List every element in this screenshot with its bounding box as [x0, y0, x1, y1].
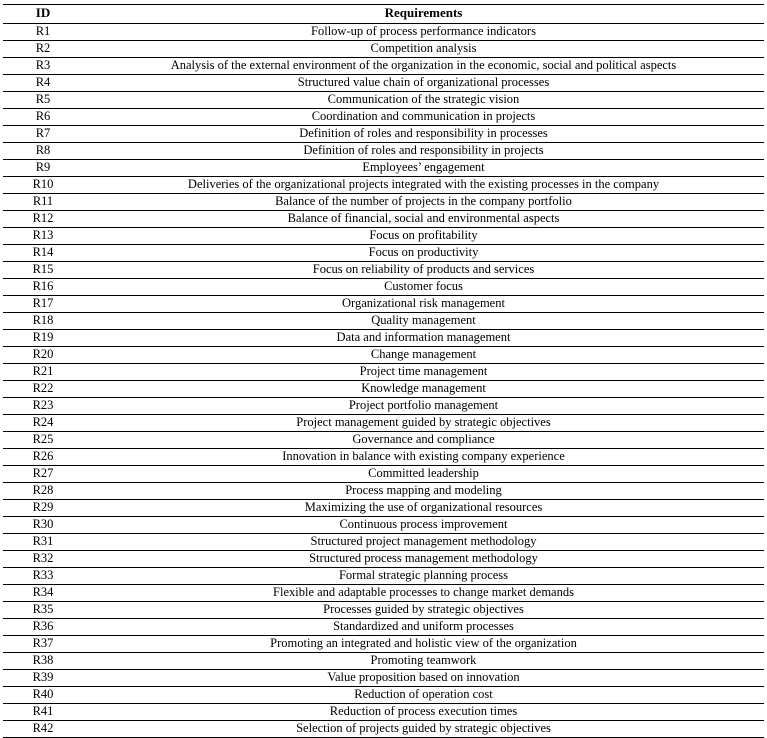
table-row [3, 295, 764, 312]
table-row [3, 346, 764, 363]
cell-id: R42 [3, 720, 83, 737]
cell-id: R2 [3, 40, 83, 57]
cell-requirement: Governance and compliance [83, 431, 764, 448]
cell-id: R23 [3, 397, 83, 414]
cell-requirement: Project portfolio management [83, 397, 764, 414]
cell-id: R28 [3, 482, 83, 499]
table-row [3, 380, 764, 397]
table-row [3, 686, 764, 703]
cell-requirement: Standardized and uniform processes [83, 618, 764, 635]
table-row [3, 108, 764, 125]
table-row [3, 74, 764, 91]
cell-id: R39 [3, 669, 83, 686]
cell-id: R4 [3, 74, 83, 91]
cell-id: R34 [3, 584, 83, 601]
table-row [3, 618, 764, 635]
table-row [3, 601, 764, 618]
cell-id: R17 [3, 295, 83, 312]
cell-id: R40 [3, 686, 83, 703]
table-row [3, 40, 764, 57]
cell-id: R21 [3, 363, 83, 380]
cell-id: R8 [3, 142, 83, 159]
table-row [3, 465, 764, 482]
cell-requirement: Definition of roles and responsibility in processes [83, 125, 764, 142]
cell-id: R13 [3, 227, 83, 244]
table-row [3, 23, 764, 40]
cell-id: R1 [3, 23, 83, 40]
cell-requirement: Value proposition based on innovation [83, 669, 764, 686]
cell-requirement: Follow-up of process performance indicators [83, 23, 764, 40]
table-row [3, 567, 764, 584]
cell-id: R12 [3, 210, 83, 227]
cell-requirement: Project time management [83, 363, 764, 380]
table-row [3, 57, 764, 74]
cell-requirement: Focus on reliability of products and services [83, 261, 764, 278]
table-row [3, 516, 764, 533]
table-row [3, 431, 764, 448]
table-row [3, 652, 764, 669]
table-row [3, 244, 764, 261]
table-row [3, 635, 764, 652]
cell-id: R7 [3, 125, 83, 142]
table-row [3, 703, 764, 720]
cell-id: R19 [3, 329, 83, 346]
table-header-row [3, 5, 764, 24]
cell-requirement: Competition analysis [83, 40, 764, 57]
table-row [3, 533, 764, 550]
cell-requirement: Organizational risk management [83, 295, 764, 312]
table-row [3, 482, 764, 499]
cell-requirement: Structured value chain of organizational processes [83, 74, 764, 91]
cell-requirement: Maximizing the use of organizational resources [83, 499, 764, 516]
cell-requirement: Process mapping and modeling [83, 482, 764, 499]
table-row [3, 363, 764, 380]
requirements-table [3, 4, 764, 738]
cell-id: R30 [3, 516, 83, 533]
cell-requirement: Formal strategic planning process [83, 567, 764, 584]
cell-id: R22 [3, 380, 83, 397]
cell-id: R37 [3, 635, 83, 652]
table-row [3, 397, 764, 414]
cell-requirement: Communication of the strategic vision [83, 91, 764, 108]
cell-requirement: Reduction of process execution times [83, 703, 764, 720]
table-row [3, 720, 764, 737]
cell-requirement: Coordination and communication in projects [83, 108, 764, 125]
cell-requirement: Flexible and adaptable processes to change market demands [83, 584, 764, 601]
cell-id: R14 [3, 244, 83, 261]
cell-requirement: Promoting teamwork [83, 652, 764, 669]
table-row [3, 210, 764, 227]
cell-requirement: Analysis of the external environment of the organization in the economic, social and political aspects [83, 57, 764, 74]
cell-requirement: Quality management [83, 312, 764, 329]
table-row [3, 261, 764, 278]
cell-id: R6 [3, 108, 83, 125]
cell-id: R10 [3, 176, 83, 193]
cell-requirement: Deliveries of the organizational projects integrated with the existing processes in the company [83, 176, 764, 193]
table-row [3, 499, 764, 516]
cell-id: R33 [3, 567, 83, 584]
cell-id: R20 [3, 346, 83, 363]
cell-requirement: Innovation in balance with existing company experience [83, 448, 764, 465]
cell-requirement: Definition of roles and responsibility in projects [83, 142, 764, 159]
cell-id: R9 [3, 159, 83, 176]
cell-requirement: Processes guided by strategic objectives [83, 601, 764, 618]
cell-id: R31 [3, 533, 83, 550]
cell-requirement: Project management guided by strategic objectives [83, 414, 764, 431]
cell-requirement: Structured process management methodology [83, 550, 764, 567]
cell-requirement: Structured project management methodology [83, 533, 764, 550]
cell-requirement: Focus on productivity [83, 244, 764, 261]
cell-id: R15 [3, 261, 83, 278]
table-row [3, 584, 764, 601]
cell-id: R38 [3, 652, 83, 669]
table-row [3, 312, 764, 329]
cell-id: R3 [3, 57, 83, 74]
cell-id: R32 [3, 550, 83, 567]
cell-id: R36 [3, 618, 83, 635]
cell-requirement: Continuous process improvement [83, 516, 764, 533]
cell-requirement: Customer focus [83, 278, 764, 295]
cell-requirement: Selection of projects guided by strategic objectives [83, 720, 764, 737]
table-row [3, 227, 764, 244]
cell-requirement: Change management [83, 346, 764, 363]
cell-requirement: Reduction of operation cost [83, 686, 764, 703]
cell-id: R41 [3, 703, 83, 720]
table-row [3, 193, 764, 210]
column-header-requirements: Requirements [83, 5, 764, 24]
cell-requirement: Balance of financial, social and environmental aspects [83, 210, 764, 227]
table-row [3, 550, 764, 567]
cell-id: R29 [3, 499, 83, 516]
table-row [3, 159, 764, 176]
cell-requirement: Committed leadership [83, 465, 764, 482]
cell-id: R18 [3, 312, 83, 329]
cell-id: R16 [3, 278, 83, 295]
cell-id: R25 [3, 431, 83, 448]
table-row [3, 414, 764, 431]
cell-requirement: Data and information management [83, 329, 764, 346]
cell-id: R35 [3, 601, 83, 618]
table-row [3, 448, 764, 465]
cell-requirement: Promoting an integrated and holistic view of the organization [83, 635, 764, 652]
cell-requirement: Focus on profitability [83, 227, 764, 244]
cell-id: R24 [3, 414, 83, 431]
cell-requirement: Balance of the number of projects in the company portfolio [83, 193, 764, 210]
table-row [3, 91, 764, 108]
table-body [3, 23, 764, 737]
table-row [3, 176, 764, 193]
table-row [3, 329, 764, 346]
cell-id: R11 [3, 193, 83, 210]
table-row [3, 142, 764, 159]
column-header-id: ID [3, 5, 83, 24]
cell-requirement: Employees’ engagement [83, 159, 764, 176]
table-header [3, 5, 764, 24]
cell-id: R27 [3, 465, 83, 482]
table-row [3, 125, 764, 142]
table-row [3, 669, 764, 686]
table-row [3, 278, 764, 295]
cell-requirement: Knowledge management [83, 380, 764, 397]
cell-id: R26 [3, 448, 83, 465]
cell-id: R5 [3, 91, 83, 108]
